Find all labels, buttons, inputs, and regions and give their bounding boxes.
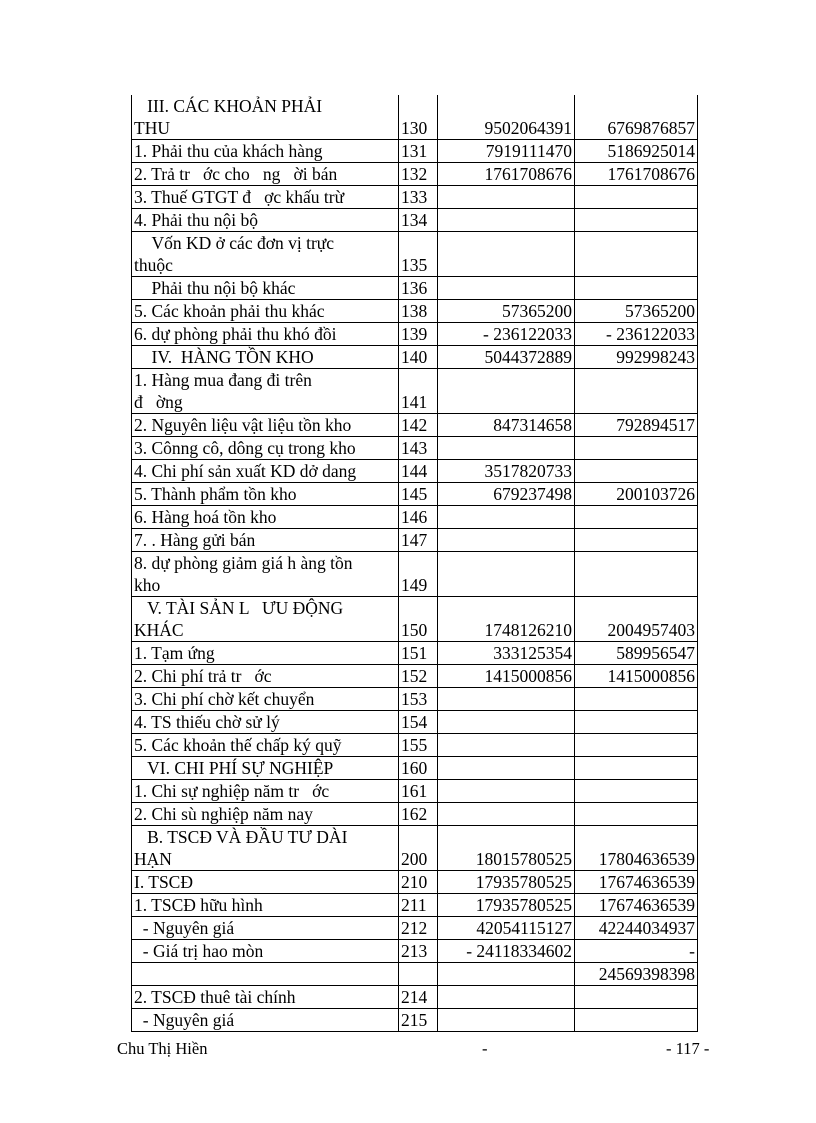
row-end-value-text: 847314658 — [493, 415, 572, 435]
row-code-cell — [399, 642, 438, 665]
row-name-cell — [132, 140, 399, 163]
row-end-value-cell — [438, 803, 575, 826]
row-end-value-cell — [438, 642, 575, 665]
row-end-value-text: 17935780525 — [475, 872, 572, 892]
table-row — [132, 323, 698, 346]
row-name-text: 2. TSCĐ thuê tài chính — [134, 987, 296, 1007]
row-begin-value-cell — [575, 437, 698, 460]
row-end-value-cell — [438, 963, 575, 986]
row-end-value-text: - 236122033 — [483, 324, 572, 344]
row-name-text: 1. Chi sự nghiệp năm tr ớc — [134, 781, 330, 801]
table-row — [132, 597, 698, 642]
row-code-cell — [399, 688, 438, 711]
table-row — [132, 986, 698, 1009]
row-name-cell — [132, 688, 399, 711]
row-name-text: 6. dự phòng phải thu khó đồi — [134, 324, 337, 344]
row-begin-value-cell — [575, 552, 698, 597]
row-name-cell — [132, 460, 399, 483]
row-begin-value-cell — [575, 506, 698, 529]
footer-author: Chu Thị Hiền — [117, 1039, 208, 1058]
row-begin-value-cell — [575, 140, 698, 163]
row-code-text: 154 — [401, 712, 428, 732]
row-name-text: 1. TSCĐ hữu hình — [134, 895, 263, 915]
row-end-value-cell — [438, 95, 575, 140]
row-begin-value-cell — [575, 300, 698, 323]
row-code-cell — [399, 140, 438, 163]
table-row — [132, 506, 698, 529]
row-code-text: 153 — [401, 689, 428, 709]
table-row — [132, 163, 698, 186]
row-name-text: III. CÁC KHOẢN PHẢI THU — [134, 96, 323, 138]
row-end-value-cell — [438, 1009, 575, 1032]
row-end-value-cell — [438, 734, 575, 757]
row-end-value-cell — [438, 414, 575, 437]
row-code-cell — [399, 277, 438, 300]
footer-separator: - — [482, 1039, 488, 1058]
row-code-text: 213 — [401, 941, 428, 961]
row-code-text: 141 — [401, 392, 428, 412]
row-begin-value-text: 1415000856 — [607, 666, 695, 686]
row-code-text: 155 — [401, 735, 428, 755]
row-code-text: 138 — [401, 301, 428, 321]
table-row — [132, 529, 698, 552]
row-begin-value-text: - — [689, 941, 695, 961]
row-code-text: 142 — [401, 415, 428, 435]
row-name-cell — [132, 186, 399, 209]
row-code-cell — [399, 95, 438, 140]
row-end-value-cell — [438, 871, 575, 894]
row-end-value-text: 18015780525 — [475, 849, 572, 869]
row-name-text: 4. Phải thu nội bộ — [134, 210, 258, 230]
row-name-text: 4. Chi phí sản xuất KD dở dang — [134, 461, 357, 481]
row-name-text: VI. CHI PHÍ SỰ NGHIỆP — [134, 758, 334, 778]
row-end-value-cell — [438, 346, 575, 369]
row-end-value-cell — [438, 232, 575, 277]
row-begin-value-text: 2004957403 — [607, 620, 695, 640]
row-name-text: 1. Tạm ứng — [134, 643, 215, 663]
table-row — [132, 803, 698, 826]
row-begin-value-text: 24569398398 — [598, 964, 695, 984]
row-name-text: - Giá trị hao mòn — [134, 941, 264, 961]
row-end-value-cell — [438, 140, 575, 163]
row-begin-value-text: - 236122033 — [606, 324, 695, 344]
row-begin-value-cell — [575, 940, 698, 963]
table-row — [132, 780, 698, 803]
row-name-cell — [132, 894, 399, 917]
footer-page-number: - 117 - — [666, 1039, 710, 1058]
row-code-cell — [399, 986, 438, 1009]
row-name-cell — [132, 757, 399, 780]
row-end-value-text: - 24118334602 — [466, 941, 572, 961]
row-code-cell — [399, 757, 438, 780]
row-name-text: 2. Trả tr ớc cho ng ời bán — [134, 164, 338, 184]
row-end-value-cell — [438, 323, 575, 346]
row-begin-value-cell — [575, 414, 698, 437]
table-row — [132, 209, 698, 232]
row-name-text: 6. Hàng hoá tồn kho — [134, 507, 277, 527]
row-end-value-text: 17935780525 — [475, 895, 572, 915]
row-code-text: 211 — [401, 895, 427, 915]
row-code-cell — [399, 437, 438, 460]
table-row — [132, 940, 698, 963]
row-end-value-cell — [438, 826, 575, 871]
row-end-value-cell — [438, 688, 575, 711]
row-name-text: 3. Chi phí chờ kết chuyển — [134, 689, 315, 709]
table-row — [132, 232, 698, 277]
row-code-text: 150 — [401, 620, 428, 640]
table-row — [132, 917, 698, 940]
row-end-value-text: 57365200 — [502, 301, 572, 321]
table-row — [132, 711, 698, 734]
row-name-cell — [132, 506, 399, 529]
row-code-cell — [399, 917, 438, 940]
row-code-text: 200 — [401, 849, 428, 869]
row-begin-value-cell — [575, 186, 698, 209]
row-name-text: 2. Chi phí trả tr ớc — [134, 666, 272, 686]
row-name-cell — [132, 437, 399, 460]
row-code-cell — [399, 232, 438, 277]
row-end-value-cell — [438, 986, 575, 1009]
row-code-text: 143 — [401, 438, 428, 458]
row-name-text: 4. TS thiếu chờ sử lý — [134, 712, 280, 732]
row-code-text: 139 — [401, 324, 428, 344]
row-name-cell — [132, 803, 399, 826]
table-row — [132, 734, 698, 757]
row-begin-value-text: 17674636539 — [598, 895, 695, 915]
table-row — [132, 871, 698, 894]
row-name-cell — [132, 734, 399, 757]
table-row — [132, 688, 698, 711]
row-begin-value-cell — [575, 642, 698, 665]
row-name-cell — [132, 711, 399, 734]
row-name-text: 5. Thành phẩm tồn kho — [134, 484, 297, 504]
row-end-value-cell — [438, 506, 575, 529]
row-code-text: 134 — [401, 210, 428, 230]
row-begin-value-cell — [575, 711, 698, 734]
row-code-cell — [399, 414, 438, 437]
row-end-value-cell — [438, 665, 575, 688]
row-end-value-text: 9502064391 — [484, 118, 572, 138]
row-name-text: 2. Nguyên liệu vật liệu tồn kho — [134, 415, 352, 435]
row-code-text: 135 — [401, 255, 428, 275]
row-code-cell — [399, 894, 438, 917]
table-row — [132, 826, 698, 871]
row-begin-value-cell — [575, 483, 698, 506]
row-name-cell — [132, 483, 399, 506]
row-begin-value-cell — [575, 277, 698, 300]
table-row — [132, 483, 698, 506]
row-name-text: V. TÀI SẢN L ƯU ĐỘNG KHÁC — [134, 598, 344, 640]
row-begin-value-text: 42244034937 — [598, 918, 695, 938]
row-name-cell — [132, 597, 399, 642]
row-code-cell — [399, 529, 438, 552]
row-begin-value-cell — [575, 232, 698, 277]
row-begin-value-cell — [575, 529, 698, 552]
row-begin-value-cell — [575, 688, 698, 711]
row-code-text: 133 — [401, 187, 428, 207]
row-end-value-text: 333125354 — [493, 643, 572, 663]
row-name-cell — [132, 826, 399, 871]
row-name-cell — [132, 163, 399, 186]
row-code-cell — [399, 369, 438, 414]
row-begin-value-text: 992998243 — [616, 347, 695, 367]
row-end-value-text: 1748126210 — [484, 620, 572, 640]
row-code-text: 130 — [401, 118, 428, 138]
row-code-text: 215 — [401, 1010, 428, 1030]
row-name-text: Phải thu nội bộ khác — [134, 278, 296, 298]
row-name-cell — [132, 780, 399, 803]
table-row — [132, 963, 698, 986]
row-begin-value-cell — [575, 346, 698, 369]
row-begin-value-text: 57365200 — [625, 301, 695, 321]
row-code-text: 131 — [401, 141, 428, 161]
row-code-text: 147 — [401, 530, 428, 550]
row-name-text: 5. Các khoản thế chấp ký quỹ — [134, 735, 342, 755]
row-code-text: 212 — [401, 918, 428, 938]
row-code-text: 144 — [401, 461, 428, 481]
row-code-text: 160 — [401, 758, 428, 778]
row-code-cell — [399, 186, 438, 209]
row-begin-value-cell — [575, 963, 698, 986]
row-code-cell — [399, 665, 438, 688]
row-code-cell — [399, 323, 438, 346]
row-name-text: 3. Thuế GTGT đ ợc khấu trừ — [134, 187, 345, 207]
row-end-value-cell — [438, 163, 575, 186]
row-end-value-text: 3517820733 — [484, 461, 572, 481]
table-row — [132, 414, 698, 437]
row-name-cell — [132, 1009, 399, 1032]
row-code-cell — [399, 300, 438, 323]
row-end-value-cell — [438, 552, 575, 597]
row-code-cell — [399, 209, 438, 232]
row-name-cell — [132, 369, 399, 414]
row-begin-value-cell — [575, 665, 698, 688]
row-end-value-cell — [438, 597, 575, 642]
row-name-cell — [132, 552, 399, 597]
table-row — [132, 140, 698, 163]
row-code-cell — [399, 1009, 438, 1032]
row-name-cell — [132, 209, 399, 232]
row-code-cell — [399, 460, 438, 483]
row-name-cell — [132, 665, 399, 688]
row-begin-value-text: 792894517 — [616, 415, 695, 435]
row-begin-value-cell — [575, 323, 698, 346]
row-name-text: 8. dự phòng giảm giá h àng tồn kho — [134, 553, 353, 595]
row-code-cell — [399, 163, 438, 186]
row-code-cell — [399, 483, 438, 506]
row-end-value-cell — [438, 300, 575, 323]
row-end-value-cell — [438, 209, 575, 232]
row-name-cell — [132, 871, 399, 894]
row-name-cell — [132, 277, 399, 300]
table-row — [132, 277, 698, 300]
row-name-text: I. TSCĐ — [134, 872, 193, 892]
row-code-cell — [399, 803, 438, 826]
table-row — [132, 757, 698, 780]
row-name-text: 1. Hàng mua đang đi trên đ ờng — [134, 370, 312, 412]
row-name-text: IV. HÀNG TỒN KHO — [134, 347, 314, 367]
row-begin-value-text: 17674636539 — [598, 872, 695, 892]
row-name-cell — [132, 232, 399, 277]
row-code-text: 136 — [401, 278, 428, 298]
row-code-text: 151 — [401, 643, 428, 663]
row-end-value-cell — [438, 757, 575, 780]
row-begin-value-cell — [575, 1009, 698, 1032]
row-code-text: 146 — [401, 507, 428, 527]
row-begin-value-cell — [575, 95, 698, 140]
row-code-cell — [399, 734, 438, 757]
row-end-value-text: 5044372889 — [484, 347, 572, 367]
row-name-cell — [132, 963, 399, 986]
table-body — [132, 95, 698, 1032]
row-begin-value-cell — [575, 826, 698, 871]
row-code-cell — [399, 346, 438, 369]
row-end-value-cell — [438, 369, 575, 414]
row-code-cell — [399, 552, 438, 597]
table-row — [132, 369, 698, 414]
row-name-text: 3. Cônng cô, dông cụ trong kho — [134, 438, 356, 458]
row-begin-value-cell — [575, 369, 698, 414]
balance-sheet-table — [131, 95, 698, 1032]
row-name-cell — [132, 529, 399, 552]
row-code-text: 132 — [401, 164, 428, 184]
row-begin-value-text: 17804636539 — [598, 849, 695, 869]
row-name-cell — [132, 940, 399, 963]
row-end-value-cell — [438, 483, 575, 506]
row-code-text: 145 — [401, 484, 428, 504]
row-begin-value-cell — [575, 894, 698, 917]
row-name-text: Vốn KD ở các đơn vị trực thuộc — [134, 233, 335, 275]
table-row — [132, 665, 698, 688]
row-begin-value-cell — [575, 597, 698, 642]
row-begin-value-cell — [575, 871, 698, 894]
table-row — [132, 95, 698, 140]
table-row — [132, 642, 698, 665]
row-code-cell — [399, 940, 438, 963]
row-code-cell — [399, 963, 438, 986]
row-end-value-cell — [438, 711, 575, 734]
row-name-cell — [132, 917, 399, 940]
row-begin-value-cell — [575, 734, 698, 757]
row-name-text: 5. Các khoản phải thu khác — [134, 301, 325, 321]
row-code-cell — [399, 597, 438, 642]
row-name-cell — [132, 414, 399, 437]
table-row — [132, 186, 698, 209]
row-end-value-cell — [438, 917, 575, 940]
row-code-text: 149 — [401, 575, 428, 595]
row-end-value-text: 1761708676 — [484, 164, 572, 184]
row-code-cell — [399, 871, 438, 894]
row-end-value-cell — [438, 894, 575, 917]
row-begin-value-cell — [575, 780, 698, 803]
row-begin-value-text: 5186925014 — [607, 141, 695, 161]
table-row — [132, 460, 698, 483]
row-end-value-text: 679237498 — [493, 484, 572, 504]
row-code-cell — [399, 711, 438, 734]
row-name-cell — [132, 642, 399, 665]
row-begin-value-cell — [575, 757, 698, 780]
table-row — [132, 894, 698, 917]
row-code-text: 152 — [401, 666, 428, 686]
row-begin-value-text: 589956547 — [616, 643, 695, 663]
row-end-value-cell — [438, 437, 575, 460]
row-code-text: 214 — [401, 987, 428, 1007]
row-code-text: 140 — [401, 347, 428, 367]
row-begin-value-cell — [575, 209, 698, 232]
row-name-cell — [132, 323, 399, 346]
table-row — [132, 552, 698, 597]
row-begin-value-cell — [575, 460, 698, 483]
row-name-text: 7. . Hàng gửi bán — [134, 530, 256, 550]
row-begin-value-text: 200103726 — [616, 484, 695, 504]
table-row — [132, 1009, 698, 1032]
row-code-text: 162 — [401, 804, 428, 824]
table-row — [132, 346, 698, 369]
row-end-value-cell — [438, 186, 575, 209]
row-end-value-cell — [438, 940, 575, 963]
row-name-text: B. TSCĐ VÀ ĐẦU TƯ DÀI HẠN — [134, 827, 348, 869]
row-code-cell — [399, 780, 438, 803]
row-code-text: 161 — [401, 781, 428, 801]
row-name-cell — [132, 346, 399, 369]
row-begin-value-cell — [575, 163, 698, 186]
row-end-value-cell — [438, 277, 575, 300]
row-begin-value-cell — [575, 803, 698, 826]
table-row — [132, 437, 698, 460]
row-code-cell — [399, 506, 438, 529]
row-begin-value-text: 6769876857 — [607, 118, 695, 138]
row-end-value-cell — [438, 780, 575, 803]
row-end-value-text: 7919111470 — [485, 141, 572, 161]
row-code-cell — [399, 826, 438, 871]
row-begin-value-text: 1761708676 — [607, 164, 695, 184]
row-begin-value-cell — [575, 986, 698, 1009]
row-end-value-text: 42054115127 — [476, 918, 572, 938]
row-name-text: - Nguyên giá — [134, 918, 235, 938]
row-end-value-text: 1415000856 — [484, 666, 572, 686]
row-end-value-cell — [438, 460, 575, 483]
row-end-value-cell — [438, 529, 575, 552]
table-row — [132, 300, 698, 323]
row-code-text: 210 — [401, 872, 428, 892]
row-name-text: 1. Phải thu của khách hàng — [134, 141, 323, 161]
row-name-cell — [132, 300, 399, 323]
row-name-cell — [132, 95, 399, 140]
row-name-cell — [132, 986, 399, 1009]
row-name-text: 2. Chi sù nghiệp năm nay — [134, 804, 313, 824]
row-name-text: - Nguyên giá — [134, 1010, 235, 1030]
row-begin-value-cell — [575, 917, 698, 940]
